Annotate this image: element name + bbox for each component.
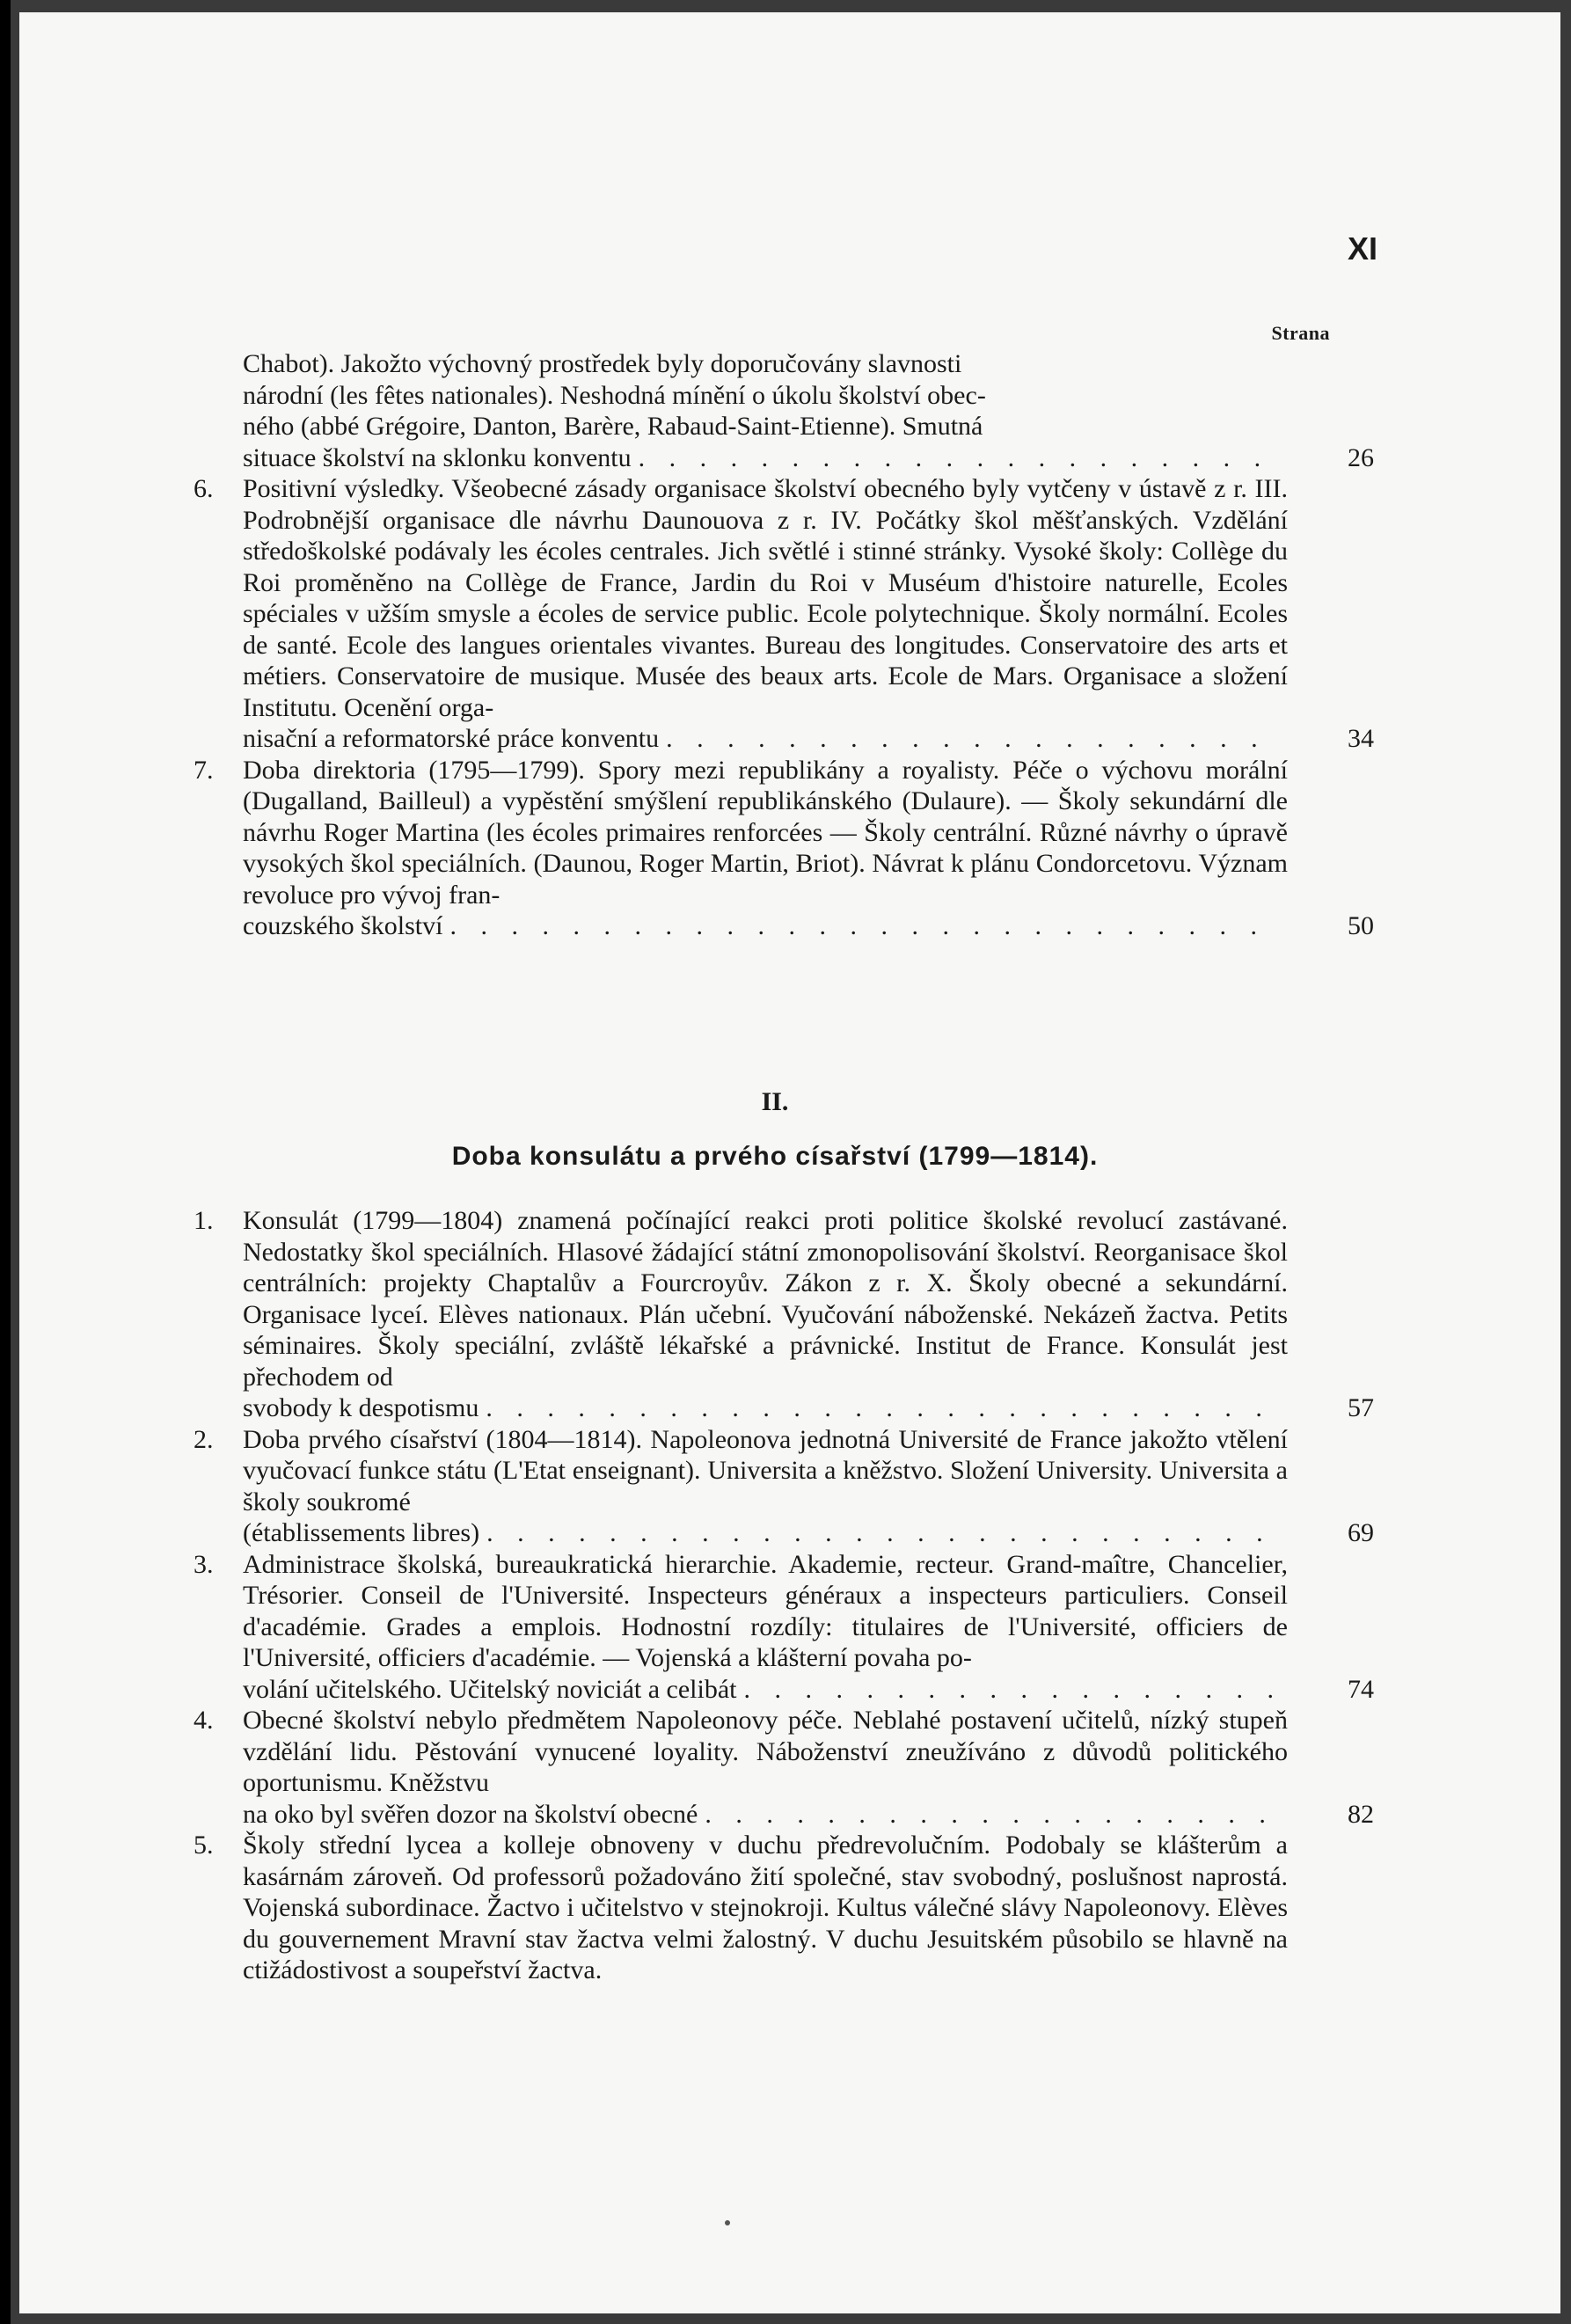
entry-number: 7.	[194, 755, 214, 785]
dot-leader	[639, 442, 1281, 474]
entry-text: Školy střední lycea a kolleje obnoveny v duchu předrevolučním. Podobaly se klášterům a kasárnám zároveň. Od professorů požadováno žití společné, stav svobodný, poslušnost naprostá. Vojenská subordinace. Žactvo i učitelstvo v stejnokroji. Kultus válečné slávy Napoleonovy. Elèves du gouvernement Mravní stav žactva velmi žalostný. V duchu Jesuitském působilo se hlavně na ctižádostivost a soupeřství žactva.	[243, 1831, 1288, 1984]
column-label: Strana	[1271, 322, 1330, 344]
page-reference: 74	[1348, 1674, 1374, 1704]
toc-entry-ii-2	[194, 1424, 1374, 1549]
entry-last-text: nisační a reformatorské práce konventu	[243, 724, 660, 753]
toc-entry-7	[194, 755, 1374, 942]
entry-number: 6.	[194, 474, 214, 503]
toc-entry-ii-5	[194, 1830, 1332, 1986]
scan-edge	[0, 0, 19, 2324]
page-speck	[725, 2220, 730, 2225]
entry-last-line	[243, 1392, 1288, 1424]
entry-text: Administrace školská, bureaukratická hierarchie. Akademie, recteur. Grand-maître, Chancelier, Trésorier. Conseil de l'Université. Inspecteurs généraux a inspecteurs particuliers. Conseil d'académie. Grades a emplois. Hodnostní rozdíly: titulaires de l'Université, officiers de l'Université, officiers d'académie. — Vojenská a klášterní povaha po-	[243, 1549, 1288, 1672]
entry-number: 4.	[194, 1706, 214, 1735]
dot-leader	[486, 1517, 1281, 1549]
dot-leader	[666, 723, 1281, 755]
entry-last-text: na oko byl svěřen dozor na školství obecné	[243, 1799, 698, 1829]
entry-line: národní (les fêtes nationales). Neshodná mínění o úkolu školství obec-	[243, 380, 986, 410]
entry-line: Chabot). Jakožto výchovný prostředek byly doporučovány slavnosti	[243, 349, 962, 378]
entry-text: Doba prvého císařství (1804—1814). Napoleonova jednotná Université de France jakožto vtělení vyučovací funkce státu (L'Etat enseignant). Universita a kněžstvo. Složení University. Universita a školy soukromé	[243, 1424, 1288, 1516]
entry-number: 5.	[194, 1831, 214, 1860]
entry-text	[243, 348, 1288, 442]
entry-last-line	[243, 1517, 1288, 1549]
page-reference: 57	[1348, 1393, 1374, 1422]
section-title: Doba konsulátu a prvého císařství (1799—1814).	[451, 1142, 1099, 1171]
entry-last-text: volání učitelského. Učitelský noviciát a celibát	[243, 1674, 737, 1704]
page-number: XI	[1347, 230, 1377, 267]
dot-leader	[744, 1674, 1282, 1706]
toc-entry-ii-3	[194, 1549, 1374, 1706]
toc-entry-ii-4	[194, 1705, 1374, 1830]
entry-last-text: (établissements libres)	[243, 1518, 480, 1547]
entry-last-line	[243, 910, 1288, 942]
entry-last-text: situace školství na sklonku konventu	[243, 442, 632, 472]
entry-last-text: couzského školství	[243, 911, 443, 940]
entry-last-line	[243, 723, 1288, 755]
entry-text: Doba direktoria (1795—1799). Spory mezi republikány a royalisty. Péče o výchovu morální (Dugalland, Bailleul) a vypěstění smýšlení republikánského (Dulaure). — Školy sekundární dle návrhu Roger Martina (les écoles primaires renforcées — Školy centrální. Různé návrhy o úpravě vysokých škol speciálních. (Daunou, Roger Martin, Briot). Návrat k plánu Condorcetovu. Význam revoluce pro vývoj fran-	[243, 755, 1288, 910]
entry-number: 1.	[194, 1206, 214, 1235]
page-reference: 26	[1348, 442, 1374, 472]
section-number: II.	[761, 1087, 789, 1116]
entry-number: 3.	[194, 1549, 214, 1579]
entry-last-line	[243, 442, 1288, 474]
entry-text: Positivní výsledky. Všeobecné zásady organisace školství obecného byly vytčeny v ústavě z r. III. Podrobnější organisace dle návrhu Daunouova z r. IV. Počátky škol měšťanských. Vzdělání středoškolské podávaly les écoles centrales. Jich světlé i stinné stránky. Vysoké školy: Collège du Roi proměněno na Collège de France, Jardin du Roi v Muséum d'histoire naturelle, Ecoles spéciales v užším smysle a écoles de service public. Ecole polytechnique. Školy normální. Ecoles de santé. Ecole des langues orientales vivantes. Bureau des longitudes. Conservatoire des arts et métiers. Conservatoire de musique. Musée des beaux arts. Ecole de Mars. Organisace a složení Institutu. Ocenění orga-	[243, 474, 1288, 722]
part1-block	[194, 348, 1374, 942]
entry-line: ného (abbé Grégoire, Danton, Barère, Rabaud-Saint-Etienne). Smutná	[243, 412, 983, 441]
toc-entry-6	[194, 473, 1374, 755]
toc-entry-5-continued	[218, 348, 1374, 473]
section2-block	[194, 1205, 1374, 1986]
dot-leader	[486, 1392, 1281, 1424]
page-reference: 82	[1348, 1799, 1374, 1829]
entry-last-line	[243, 1799, 1288, 1831]
toc-entry-ii-1	[194, 1205, 1374, 1424]
page-reference: 50	[1348, 911, 1374, 940]
entry-last-text: svobody k despotismu	[243, 1393, 479, 1422]
dot-leader	[449, 910, 1281, 942]
entry-text: Konsulát (1799—1804) znamená počínající reakci proti politice školské revolucí zastávané. Nedostatky škol speciálních. Hlasové žádající státní zmonopolisování školství. Reorganisace škol centrálních: projekty Chaptalův a Fourcroyův. Zákon z r. X. Školy obecné a sekundární. Organisace lyceí. Elèves nationaux. Plán učební. Vyučování náboženské. Nekázeň žactva. Petits séminaires. Školy speciální, zvláště lékařské a právnické. Institut de France. Konsulát jest přechodem od	[243, 1206, 1288, 1392]
dot-leader	[705, 1799, 1281, 1831]
entry-number: 2.	[194, 1424, 214, 1454]
entry-last-line	[243, 1674, 1288, 1706]
page-reference: 34	[1348, 724, 1374, 753]
page-reference: 69	[1348, 1518, 1374, 1547]
entry-text: Obecné školství nebylo předmětem Napoleonovy péče. Neblahé postavení učitelů, nízký stupeň vzdělání lidu. Pěstování vynucené loyality. Náboženství zneužíváno z důvodů politického oportunismu. Kněžstvu	[243, 1706, 1288, 1797]
